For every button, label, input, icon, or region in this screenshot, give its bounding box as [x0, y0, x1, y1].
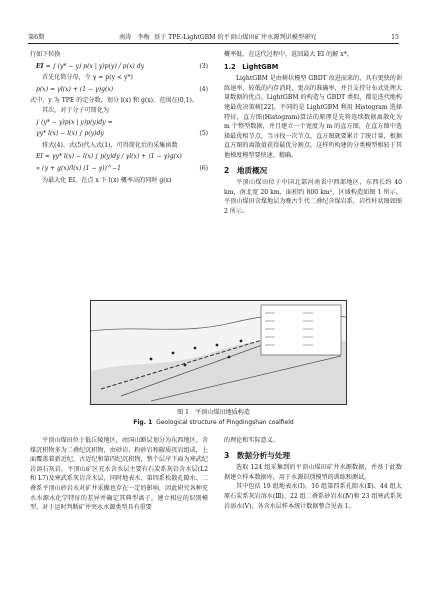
left-column-bottom	[30, 436, 208, 513]
equation-4	[30, 85, 208, 95]
figure-caption-text: Geological structure of Pingdingshan coalfield	[156, 419, 294, 426]
equation-5a	[30, 118, 208, 128]
paragraph: 平顶山煤田位于中国北部河南省中西部地区，东西长约 40 km，南北宽 20 km，面积约 800 km²，区域构造如图 1 所示。平顶山煤田含煤地层为晚古生代二叠纪含煤岩系，岩性柱状图如图 2 所示。	[224, 179, 402, 215]
equation-3	[30, 62, 208, 72]
section-heading: 2 地质概况	[224, 165, 268, 175]
paragraph: 其中包括 19 组地表水(Ⅰ)、16 组第四系孔隙水(Ⅱ)、44 组太原石炭系灰岩溶水(Ⅲ)、22 组二叠系砂岩水(Ⅳ)和 23 组寒武系灰岩溶水(Ⅴ)，各含水层样本统计数据整合见表 1。	[224, 483, 402, 510]
paragraph: 行如下转换	[30, 51, 61, 58]
geological-map-figure	[90, 300, 347, 405]
paragraph: 式中，y 为 TPE 的定分数，划分 l(x) 和 g(x)，范围在(0,1)。	[30, 97, 198, 105]
right-column-bottom	[224, 436, 402, 511]
left-column-top	[30, 50, 208, 185]
equation-6a	[30, 152, 208, 162]
section-heading: 3 数据分析与处理	[224, 450, 291, 460]
page-number: 15	[391, 34, 399, 41]
paragraph: 平顶山煤田位于低丘陵地区，由国山断层划分为东西地区。含煤沉积物多为二叠纪沉积物，由砂岩、粉砂岩和碳质页岩组成，上面覆盖着新近纪，古近纪和第四纪沉积物，整个层序下面为寒武纪岩溶石灰岩。平顶山矿区充水含水层主要有石炭系灰岩含水层(L2 和 L7)及寒武系灰岩含水层，同时地表水、第四系松散孔隙水、二叠系平顶山砂岩水对矿井采掘也存在一定的影响，因此研究各种充水水源水化学特征的差异并确定其典型离子，建立相应的识别模型，对于运时判断矿井突水水源类型具有重要	[30, 437, 208, 512]
journal-issue: 第6期	[28, 34, 45, 41]
running-title	[119, 32, 317, 41]
paragraph: 的理论和实际意义。	[224, 437, 279, 444]
equation-body: EI = γy* l(x) − l(x) ∫ p(y)dy / γl(x) + (1 − γ)g(x)	[36, 153, 182, 161]
paragraph: 概率低。在这代过程中，返回最大 EI 的解 x*。	[224, 51, 353, 58]
header-rule	[28, 43, 399, 44]
paragraph: 将式(4)、式(5)代入式(1)，可得简化后的采集函数	[42, 141, 178, 149]
figure-caption-en	[0, 419, 427, 426]
equation-number: (3)	[199, 62, 208, 70]
equation-5b	[30, 129, 208, 139]
equation-body: p(x) = γl(x) + (1 − γ)g(x)	[36, 85, 114, 93]
running-authors: 南涛 李梅	[118, 34, 150, 41]
paragraph: LightGBM 是由树状模型 GBDT 改进而来的，具有更快的训练速率、较低的内存消耗、更高的准确率，并且支持分布式处理大量数据的优点。LightGBM 的构造与 GBDT 类似，都是迭代地构建最优决策树[22]。不同的是 LightGBM 利用 Histogram 选择特征，直方图(Histogram)算法的原理是先将连续数据离散化为 m 个整型数据，并且建立一个宽度为 m 的直方图，在直方图中选择最优相节点，当寻找一次节点，直方图就要累计了统计量，根据直方图的离散值获得最优分割点。这样所构建的分类模型相较于其他梯度模型要快速、精确。	[224, 75, 402, 159]
figure-label: Fig. 1	[133, 419, 153, 426]
running-paper-title: 基于 TPE-LightGBM 的平顶山煤田矿井水源判识模型研究	[153, 34, 317, 41]
equation-number: (5)	[199, 130, 208, 138]
figure-caption-zh: 图 1 平顶山煤田地质构造	[177, 409, 250, 416]
right-column-top	[224, 50, 402, 217]
paragraph: 首先化简分母，令 γ = p(y < y*)	[42, 74, 133, 82]
paragraph: 为最大化 EI，在点 x 下 l(x) 概率高的同时 g(x)	[42, 176, 172, 184]
geological-map-image	[91, 301, 346, 404]
paragraph: 其次，对于分子可简化为	[42, 106, 110, 114]
equation-body: ∝ (γ + g(x)/l(x) (1 − γ))^−1	[36, 164, 122, 172]
equation-6b	[30, 164, 208, 174]
page-header	[28, 27, 399, 41]
equation-body: ∫ (y* − y)p(x | y)p(y)dy =	[36, 118, 113, 126]
equation-body: γy* l(x) − l(x) ∫ p(y)dy	[36, 130, 104, 138]
equation-number: (6)	[199, 164, 208, 172]
equation-body: EI = ∫ (y* − y) p(x | y)p(y) / p(x) dy	[36, 62, 145, 70]
equation-number: (4)	[199, 85, 208, 93]
paragraph: 选取 124 组采集到的平顶山煤田矿井水源数据，并基于此数据建立样本数据库，用于水源识别模型的训练和测试。	[224, 464, 402, 481]
subsection-heading: 1.2 LightGBM	[224, 62, 279, 71]
